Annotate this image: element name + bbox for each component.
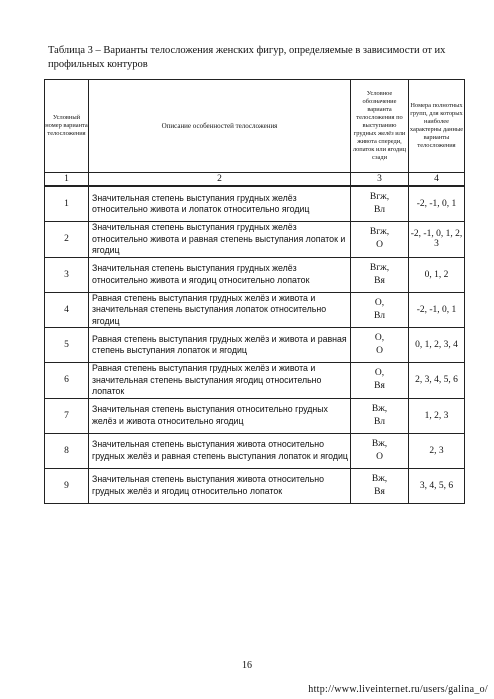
variant-number: 1 [45, 186, 89, 222]
designation-back: Вя [374, 486, 385, 497]
designation-front: Вгж, [369, 262, 390, 273]
size-groups: -2, -1, 0, 1 [409, 292, 465, 328]
table-row [45, 257, 465, 292]
size-groups: 2, 3 [409, 433, 465, 468]
column-number: 3 [351, 173, 409, 187]
variant-designation [351, 222, 409, 258]
size-groups: 0, 1, 2, 3, 4 [409, 328, 465, 363]
column-number-row [45, 173, 465, 187]
size-groups: 0, 1, 2 [409, 257, 465, 292]
designation-front: О, [374, 368, 385, 379]
variant-designation [351, 398, 409, 433]
designation-front: Вгж, [369, 227, 390, 238]
variant-number: 2 [45, 222, 89, 258]
page-number: 16 [242, 660, 252, 671]
header-designation: Условное обозначение варианта телосложения по выступанию грудных желёз или живота спереди, лопаток или ягодиц сзади [351, 80, 409, 173]
size-groups: 3, 4, 5, 6 [409, 468, 465, 503]
size-groups: -2, -1, 0, 1, 2, 3 [409, 222, 465, 258]
table-caption: Таблица 3 – Варианты телосложения женских фигур, определяемые в зависимости от их профильных контуров [48, 45, 446, 70]
source-url-watermark: http://www.liveinternet.ru/users/galina_o/ [308, 684, 488, 695]
designation-front: О, [374, 333, 385, 343]
column-number: 1 [45, 173, 89, 187]
header-variant-number: Условный номер варианта телосложения [45, 80, 89, 173]
designation-front: Вж, [371, 438, 388, 449]
size-groups: -2, -1, 0, 1 [409, 186, 465, 222]
column-number: 4 [409, 173, 465, 187]
table-row [45, 222, 465, 258]
table-row [45, 433, 465, 468]
header-description: Описание особенностей телосложения [89, 80, 351, 173]
designation-back: О [376, 346, 383, 356]
table-header-row [45, 80, 465, 173]
variant-designation [351, 186, 409, 222]
body-types-table [44, 79, 465, 504]
variant-number: 5 [45, 328, 89, 363]
table-row [45, 292, 465, 328]
column-number: 2 [89, 173, 351, 187]
designation-front: Вж, [371, 473, 388, 484]
variant-designation [351, 363, 409, 399]
variant-number: 9 [45, 468, 89, 503]
variant-description: Значительная степень выступания живота относительно грудных желёз и равная степень выступания лопаток и ягодиц [89, 433, 351, 468]
variant-number: 6 [45, 363, 89, 399]
table-row [45, 186, 465, 222]
designation-back: Вл [373, 310, 386, 321]
variant-description: Значительная степень выступания грудных желёз относительно живота и лопаток относительно ягодиц [89, 186, 351, 222]
variant-designation [351, 257, 409, 292]
variant-description: Значительная степень выступания живота относительно грудных желёз и ягодиц относительно лопаток [89, 468, 351, 503]
designation-back: Вя [374, 275, 385, 286]
size-groups: 2, 3, 4, 5, 6 [409, 363, 465, 399]
designation-back: Вл [373, 416, 386, 427]
variant-number: 3 [45, 257, 89, 292]
designation-back: О [376, 451, 383, 462]
size-groups: 1, 2, 3 [409, 398, 465, 433]
designation-back: Вя [374, 381, 385, 392]
variant-description: Равная степень выступания грудных желёз и живота и значительная степень выступания ягодиц относительно лопаток [89, 363, 351, 399]
designation-front: Вгж, [369, 192, 390, 202]
header-size-groups: Номера полнотных групп, для которых наиболее характерны данные варианты телосложения [409, 80, 465, 173]
variant-description: Равная степень выступания грудных желёз и живота и значительная степень выступания лопаток относительно ягодиц [89, 292, 351, 328]
table-row [45, 363, 465, 399]
variant-designation [351, 292, 409, 328]
designation-back: Вл [373, 205, 386, 215]
variant-number: 7 [45, 398, 89, 433]
table-row [45, 468, 465, 503]
variant-designation [351, 433, 409, 468]
designation-front: О, [374, 297, 385, 308]
variant-description: Значительная степень выступания грудных желёз относительно живота и ягодиц относительно лопаток [89, 257, 351, 292]
variant-description: Равная степень выступания грудных желёз и живота и равная степень выступания лопаток и ягодиц [89, 328, 351, 363]
variant-description: Значительная степень выступания относительно грудных желёз и живота относительно ягодиц [89, 398, 351, 433]
table-row [45, 398, 465, 433]
designation-back: О [376, 240, 383, 251]
variant-number: 4 [45, 292, 89, 328]
variant-designation [351, 328, 409, 363]
variant-designation [351, 468, 409, 503]
variant-description: Значительная степень выступания грудных желёз относительно живота и равная степень выступания лопаток и ягодиц [89, 222, 351, 258]
designation-front: Вж, [371, 403, 388, 414]
table-row [45, 328, 465, 363]
variant-number: 8 [45, 433, 89, 468]
